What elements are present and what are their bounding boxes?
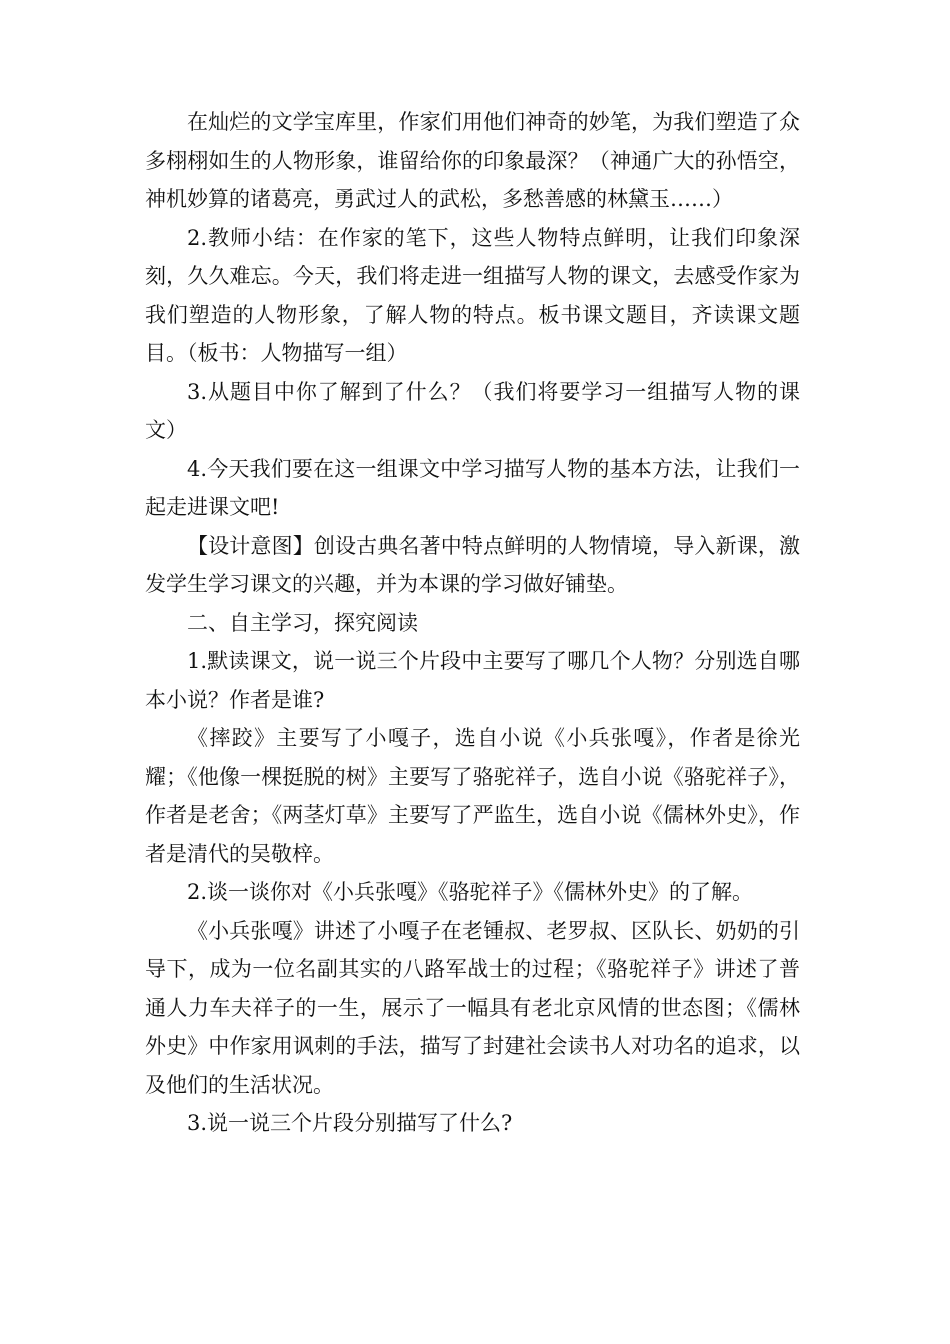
paragraph-design-intent: 【设计意图】创设古典名著中特点鲜明的人物情境，导入新课，激发学生学习课文的兴趣，并为本课的学习做好铺垫。	[145, 533, 800, 596]
paragraph-teacher-summary: 2.教师小结：在作家的笔下，这些人物特点鲜明，让我们印象深刻，久久难忘。今天，我们将走进一组描写人物的课文，去感受作家为我们塑造的人物形象，了解人物的特点。板书课文题目，齐读课文题目。（板书：人物描写一组）	[145, 225, 800, 365]
paragraph-method-intro: 4.今天我们要在这一组课文中学习描写人物的基本方法，让我们一起走进课文吧!	[145, 456, 800, 519]
paragraph-intro-question: 在灿烂的文学宝库里，作家们用他们神奇的妙笔，为我们塑造了众多栩栩如生的人物形象，谁留给你的印象最深？（神通广大的孙悟空，神机妙算的诸葛亮，勇武过人的武松，多愁善感的林黛玉……）	[145, 110, 800, 211]
paragraph-answer-2: 《小兵张嘎》讲述了小嘎子在老锺叔、老罗叔、区队长、奶奶的引导下，成为一位名副其实的八路军战士的过程；《骆驼祥子》讲述了普通人力车夫祥子的一生，展示了一幅具有老北京风情的世态图；《儒林外史》中作家用讽刺的手法，描写了封建社会读书人对功名的追求，以及他们的生活状况。	[145, 918, 800, 1097]
paragraph-question-2: 2.谈一谈你对《小兵张嘎》《骆驼祥子》《儒林外史》的了解。	[187, 880, 754, 904]
section-heading-self-study: 二、自主学习，探究阅读	[187, 610, 418, 635]
paragraph-question-1: 1.默读课文，说一说三个片段中主要写了哪几个人物？分别选自哪本小说？作者是谁?	[145, 649, 800, 712]
paragraph-title-question: 3.从题目中你了解到了什么？（我们将要学习一组描写人物的课文）	[145, 379, 800, 442]
paragraph-question-3: 3.说一说三个片段分别描写了什么?	[187, 1111, 513, 1135]
paragraph-answer-1: 《摔跤》主要写了小嘎子，选自小说《小兵张嘎》，作者是徐光耀；《他像一棵挺脱的树》主要写了骆驼祥子，选自小说《骆驼祥子》，作者是老舍；《两茎灯草》主要写了严监生，选自小说《儒林外史》，作者是清代的吴敬梓。	[145, 726, 800, 866]
document-page	[145, 103, 800, 1143]
